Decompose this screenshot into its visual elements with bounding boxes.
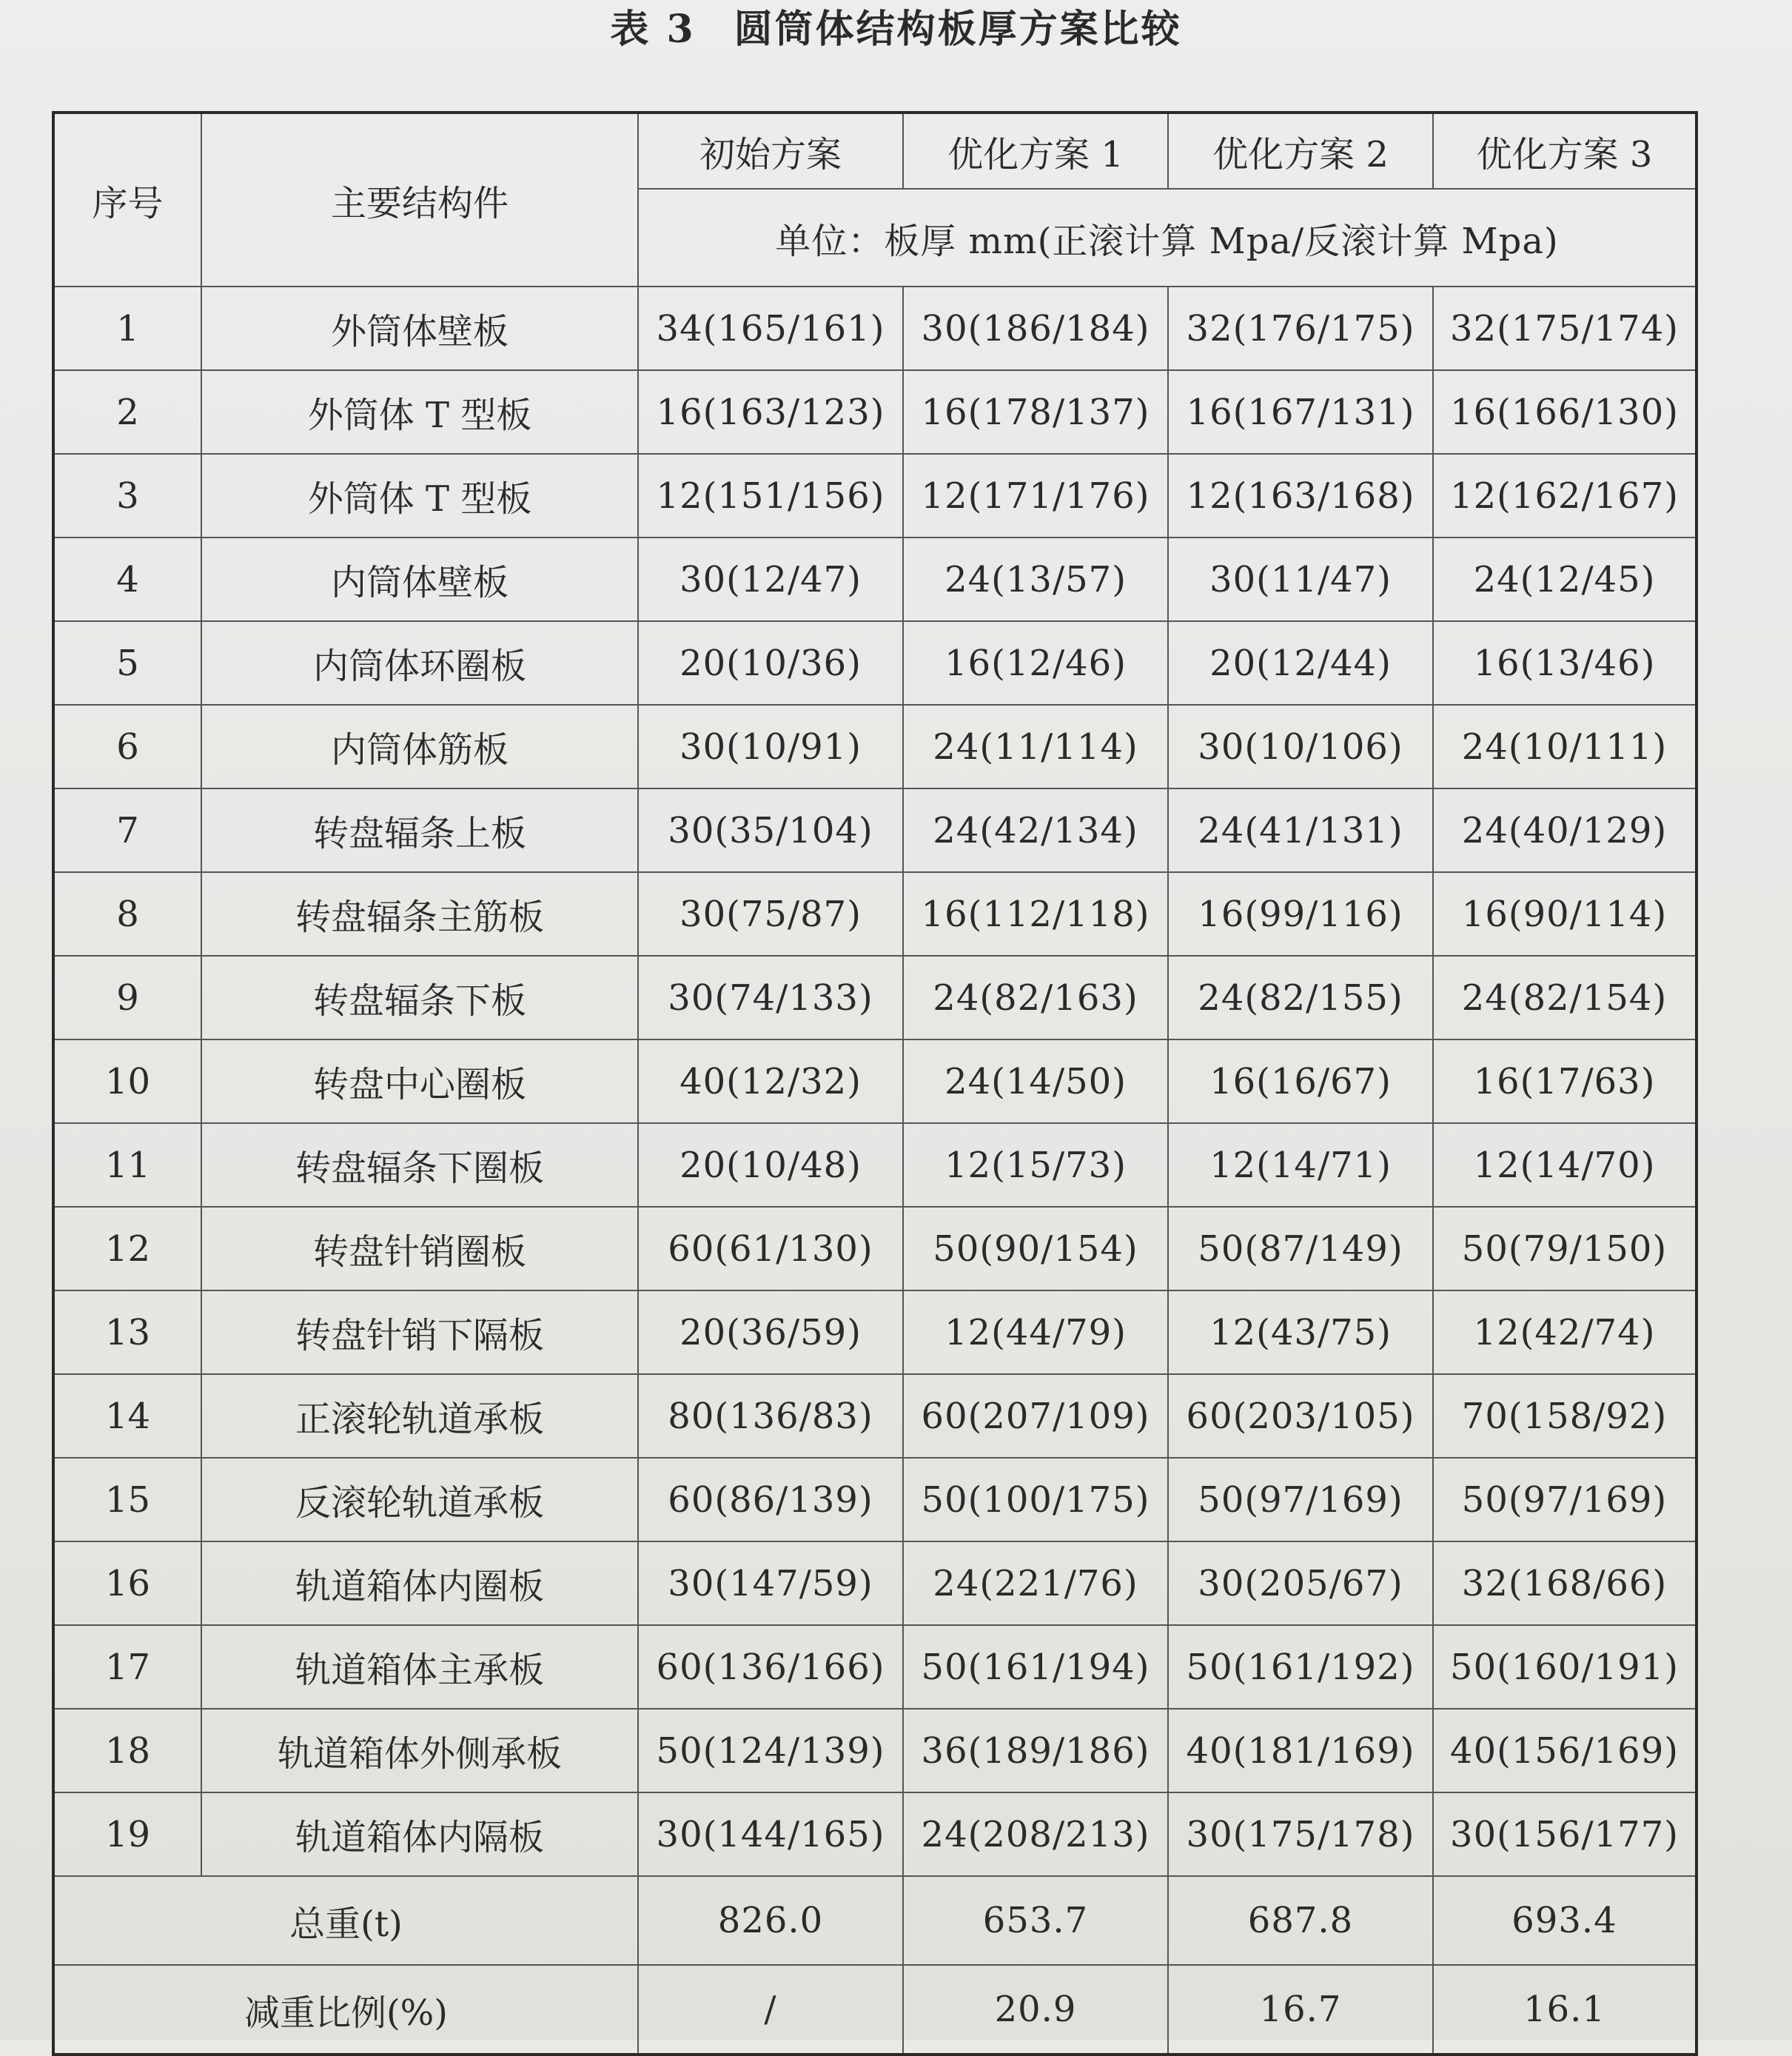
- row-index: 14: [53, 1374, 201, 1458]
- row-value-plan-0: 20(10/48): [638, 1123, 903, 1207]
- row-value-plan-0: 30(75/87): [638, 872, 903, 956]
- row-value-plan-3: 16(13/46): [1433, 621, 1697, 705]
- row-value-plan-1: 24(11/114): [903, 705, 1168, 788]
- row-value-plan-2: 30(11/47): [1168, 538, 1433, 621]
- row-component-name: 内筒体壁板: [201, 538, 638, 621]
- row-value-plan-3: 12(162/167): [1433, 454, 1697, 538]
- row-value-plan-2: 16(167/131): [1168, 370, 1433, 454]
- table-row: [53, 287, 1697, 370]
- row-component-name: 内筒体筋板: [201, 705, 638, 788]
- row-value-plan-0: 30(12/47): [638, 538, 903, 621]
- row-value-plan-3: 70(158/92): [1433, 1374, 1697, 1458]
- row-component-name: 外筒体 T 型板: [201, 370, 638, 454]
- row-index: 1: [53, 287, 201, 370]
- row-component-name: 反滚轮轨道承板: [201, 1458, 638, 1541]
- row-value-plan-3: 12(42/74): [1433, 1290, 1697, 1374]
- header-plan-opt-2: 优化方案 2: [1168, 113, 1433, 189]
- row-value-plan-3: 32(168/66): [1433, 1541, 1697, 1625]
- row-value-plan-3: 24(10/111): [1433, 705, 1697, 788]
- table-row: [53, 538, 1697, 621]
- summary-label: 总重(t): [53, 1876, 638, 1965]
- row-value-plan-2: 32(176/175): [1168, 287, 1433, 370]
- row-value-plan-3: 24(40/129): [1433, 788, 1697, 872]
- table-row: [53, 454, 1697, 538]
- row-value-plan-0: 30(147/59): [638, 1541, 903, 1625]
- table-row: [53, 1458, 1697, 1541]
- header-plan-opt-1: 优化方案 1: [903, 113, 1168, 189]
- summary-row: [53, 1876, 1697, 1965]
- row-index: 10: [53, 1039, 201, 1123]
- summary-value-plan-1: 20.9: [903, 1965, 1168, 2055]
- row-index: 18: [53, 1709, 201, 1792]
- header-plan-opt-3: 优化方案 3: [1433, 113, 1697, 189]
- header-component: 主要结构件: [201, 113, 638, 287]
- row-value-plan-2: 12(43/75): [1168, 1290, 1433, 1374]
- row-value-plan-3: 50(79/150): [1433, 1207, 1697, 1290]
- row-index: 9: [53, 956, 201, 1039]
- row-value-plan-1: 24(13/57): [903, 538, 1168, 621]
- row-value-plan-0: 60(136/166): [638, 1625, 903, 1709]
- header-row-plans: [53, 113, 1697, 189]
- row-component-name: 转盘辐条下圈板: [201, 1123, 638, 1207]
- row-value-plan-1: 50(100/175): [903, 1458, 1168, 1541]
- table-row: [53, 788, 1697, 872]
- row-value-plan-1: 24(82/163): [903, 956, 1168, 1039]
- plate-thickness-table: [52, 111, 1698, 2056]
- row-value-plan-1: 60(207/109): [903, 1374, 1168, 1458]
- row-value-plan-0: 30(74/133): [638, 956, 903, 1039]
- summary-value-plan-3: 693.4: [1433, 1876, 1697, 1965]
- table-row: [53, 1541, 1697, 1625]
- table-row: [53, 1374, 1697, 1458]
- row-value-plan-3: 16(17/63): [1433, 1039, 1697, 1123]
- table-row: [53, 956, 1697, 1039]
- row-value-plan-3: 32(175/174): [1433, 287, 1697, 370]
- row-index: 13: [53, 1290, 201, 1374]
- row-value-plan-1: 16(12/46): [903, 621, 1168, 705]
- row-index: 6: [53, 705, 201, 788]
- row-index: 17: [53, 1625, 201, 1709]
- row-value-plan-2: 50(87/149): [1168, 1207, 1433, 1290]
- table-title: [0, 0, 1792, 59]
- table-row: [53, 1709, 1697, 1792]
- row-index: 19: [53, 1792, 201, 1876]
- summary-value-plan-2: 687.8: [1168, 1876, 1433, 1965]
- row-index: 16: [53, 1541, 201, 1625]
- row-value-plan-1: 16(112/118): [903, 872, 1168, 956]
- table-row: [53, 1207, 1697, 1290]
- row-index: 8: [53, 872, 201, 956]
- row-component-name: 转盘辐条主筋板: [201, 872, 638, 956]
- summary-value-plan-0: 826.0: [638, 1876, 903, 1965]
- row-value-plan-2: 20(12/44): [1168, 621, 1433, 705]
- row-value-plan-0: 34(165/161): [638, 287, 903, 370]
- row-value-plan-1: 24(14/50): [903, 1039, 1168, 1123]
- row-component-name: 轨道箱体主承板: [201, 1625, 638, 1709]
- table-row: [53, 1123, 1697, 1207]
- summary-value-plan-3: 16.1: [1433, 1965, 1697, 2055]
- row-value-plan-0: 40(12/32): [638, 1039, 903, 1123]
- row-index: 4: [53, 538, 201, 621]
- row-value-plan-1: 12(171/176): [903, 454, 1168, 538]
- row-value-plan-3: 24(82/154): [1433, 956, 1697, 1039]
- row-value-plan-0: 20(36/59): [638, 1290, 903, 1374]
- row-value-plan-1: 16(178/137): [903, 370, 1168, 454]
- table-title-text: 圆筒体结构板厚方案比较: [734, 7, 1182, 52]
- row-index: 5: [53, 621, 201, 705]
- row-value-plan-0: 30(10/91): [638, 705, 903, 788]
- row-value-plan-3: 40(156/169): [1433, 1709, 1697, 1792]
- row-value-plan-0: 80(136/83): [638, 1374, 903, 1458]
- row-value-plan-2: 30(175/178): [1168, 1792, 1433, 1876]
- row-value-plan-2: 50(97/169): [1168, 1458, 1433, 1541]
- row-value-plan-0: 50(124/139): [638, 1709, 903, 1792]
- row-value-plan-0: 30(144/165): [638, 1792, 903, 1876]
- row-value-plan-2: 16(99/116): [1168, 872, 1433, 956]
- table-row: [53, 1290, 1697, 1374]
- row-value-plan-1: 12(15/73): [903, 1123, 1168, 1207]
- row-value-plan-0: 30(35/104): [638, 788, 903, 872]
- summary-label: 减重比例(%): [53, 1965, 638, 2055]
- row-value-plan-1: 36(189/186): [903, 1709, 1168, 1792]
- row-value-plan-3: 50(160/191): [1433, 1625, 1697, 1709]
- row-value-plan-2: 12(14/71): [1168, 1123, 1433, 1207]
- row-index: 12: [53, 1207, 201, 1290]
- table-row: [53, 872, 1697, 956]
- table-row: [53, 621, 1697, 705]
- row-value-plan-1: 12(44/79): [903, 1290, 1168, 1374]
- row-value-plan-1: 50(161/194): [903, 1625, 1168, 1709]
- summary-row: [53, 1965, 1697, 2055]
- row-value-plan-0: 16(163/123): [638, 370, 903, 454]
- table-row: [53, 705, 1697, 788]
- row-value-plan-1: 30(186/184): [903, 287, 1168, 370]
- row-value-plan-2: 16(16/67): [1168, 1039, 1433, 1123]
- row-value-plan-2: 24(41/131): [1168, 788, 1433, 872]
- table-number: 表 3: [610, 7, 696, 52]
- row-component-name: 轨道箱体外侧承板: [201, 1709, 638, 1792]
- row-value-plan-0: 20(10/36): [638, 621, 903, 705]
- row-component-name: 外筒体 T 型板: [201, 454, 638, 538]
- summary-value-plan-1: 653.7: [903, 1876, 1168, 1965]
- row-value-plan-0: 60(86/139): [638, 1458, 903, 1541]
- row-component-name: 转盘辐条下板: [201, 956, 638, 1039]
- row-value-plan-1: 24(208/213): [903, 1792, 1168, 1876]
- row-value-plan-3: 24(12/45): [1433, 538, 1697, 621]
- row-component-name: 轨道箱体内隔板: [201, 1792, 638, 1876]
- row-component-name: 转盘针销下隔板: [201, 1290, 638, 1374]
- table-row: [53, 1625, 1697, 1709]
- row-value-plan-3: 16(90/114): [1433, 872, 1697, 956]
- row-value-plan-3: 16(166/130): [1433, 370, 1697, 454]
- row-value-plan-2: 50(161/192): [1168, 1625, 1433, 1709]
- row-component-name: 转盘辐条上板: [201, 788, 638, 872]
- row-value-plan-3: 50(97/169): [1433, 1458, 1697, 1541]
- row-component-name: 外筒体壁板: [201, 287, 638, 370]
- table-row: [53, 1039, 1697, 1123]
- row-index: 11: [53, 1123, 201, 1207]
- row-index: 2: [53, 370, 201, 454]
- row-value-plan-0: 12(151/156): [638, 454, 903, 538]
- row-component-name: 正滚轮轨道承板: [201, 1374, 638, 1458]
- row-value-plan-2: 24(82/155): [1168, 956, 1433, 1039]
- row-component-name: 内筒体环圈板: [201, 621, 638, 705]
- row-value-plan-1: 24(42/134): [903, 788, 1168, 872]
- row-value-plan-2: 12(163/168): [1168, 454, 1433, 538]
- row-component-name: 转盘中心圈板: [201, 1039, 638, 1123]
- table-row: [53, 1792, 1697, 1876]
- header-index: 序号: [53, 113, 201, 287]
- header-plan-initial: 初始方案: [638, 113, 903, 189]
- header-unit: 单位：板厚 mm(正滚计算 Mpa/反滚计算 Mpa): [638, 189, 1697, 287]
- row-value-plan-2: 40(181/169): [1168, 1709, 1433, 1792]
- row-value-plan-3: 30(156/177): [1433, 1792, 1697, 1876]
- row-value-plan-2: 30(205/67): [1168, 1541, 1433, 1625]
- row-index: 3: [53, 454, 201, 538]
- summary-value-plan-0: /: [638, 1965, 903, 2055]
- row-value-plan-1: 24(221/76): [903, 1541, 1168, 1625]
- row-component-name: 转盘针销圈板: [201, 1207, 638, 1290]
- table-row: [53, 370, 1697, 454]
- row-value-plan-2: 30(10/106): [1168, 705, 1433, 788]
- summary-value-plan-2: 16.7: [1168, 1965, 1433, 2055]
- row-component-name: 轨道箱体内圈板: [201, 1541, 638, 1625]
- row-value-plan-3: 12(14/70): [1433, 1123, 1697, 1207]
- row-index: 7: [53, 788, 201, 872]
- row-index: 15: [53, 1458, 201, 1541]
- row-value-plan-1: 50(90/154): [903, 1207, 1168, 1290]
- row-value-plan-0: 60(61/130): [638, 1207, 903, 1290]
- row-value-plan-2: 60(203/105): [1168, 1374, 1433, 1458]
